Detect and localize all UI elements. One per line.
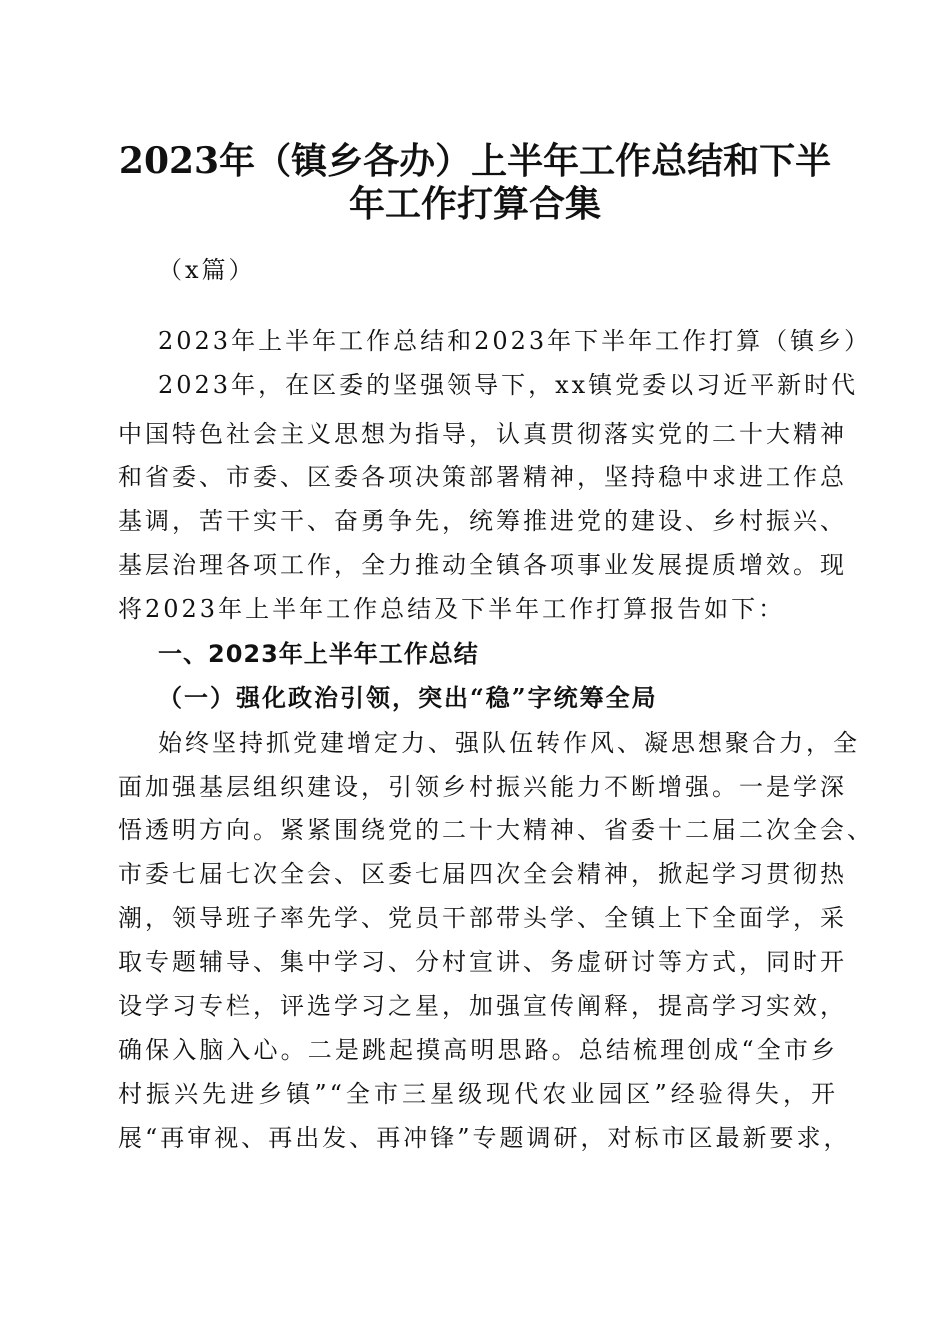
paragraph-line: 确保入脑入心。二是跳起摸高明思路。总结梳理创成“全市乡 [118,1036,838,1064]
intro-line: 中国特色社会主义思想为指导，认真贯彻落实党的二十大精神 [118,420,847,448]
paragraph-line: 始终坚持抓党建增定力、强队伍转作风、凝思想聚合力，全 [158,729,860,757]
paragraph-line: 村振兴先进乡镇”“全市三星级现代农业园区”经验得失，开 [118,1080,838,1108]
paragraph-line: 取专题辅导、集中学习、分村宣讲、务虚研讨等方式，同时开 [118,948,847,976]
paragraph-line: 展“再审视、再出发、再冲锋”专题调研，对标市区最新要求， [118,1124,851,1152]
intro-line: 将2023年上半年工作总结及下半年工作打算报告如下： [118,595,786,623]
intro-line: 基调，苦干实干、奋勇争先，统筹推进党的建设、乡村振兴、 [118,507,847,535]
document-title-line-2: 年工作打算合集 [348,183,601,225]
subsection-heading: （一）强化政治引领，突出“稳”字统筹全局 [158,683,658,712]
paragraph-line: 潮，领导班子率先学、党员干部带头学、全镇上下全面学，采 [118,904,847,932]
paragraph-line: 设学习专栏，评选学习之星，加强宣传阐释，提高学习实效， [118,992,847,1020]
paragraph-line: 面加强基层组织建设，引领乡村振兴能力不断增强。一是学深 [118,773,847,801]
section-heading: 一、2023年上半年工作总结 [158,640,479,668]
intro-line: 和省委、市委、区委各项决策部署精神，坚持稳中求进工作总 [118,463,847,491]
intro-line: 2023年，在区委的坚强领导下，xx镇党委以习近平新时代 [158,371,859,399]
paragraph-line: 悟透明方向。紧紧围绕党的二十大精神、省委十二届二次全会、 [118,816,874,844]
document-title-line-1: 2023年（镇乡各办）上半年工作总结和下半 [118,140,832,182]
article-count-note: （x篇） [158,256,256,284]
intro-line: 基层治理各项工作，全力推动全镇各项事业发展提质增效。现 [118,551,847,579]
paragraph-line: 市委七届七次全会、区委七届四次全会精神，掀起学习贯彻热 [118,860,847,888]
document-subtitle: 2023年上半年工作总结和2023年下半年工作打算（镇乡） [158,327,872,355]
